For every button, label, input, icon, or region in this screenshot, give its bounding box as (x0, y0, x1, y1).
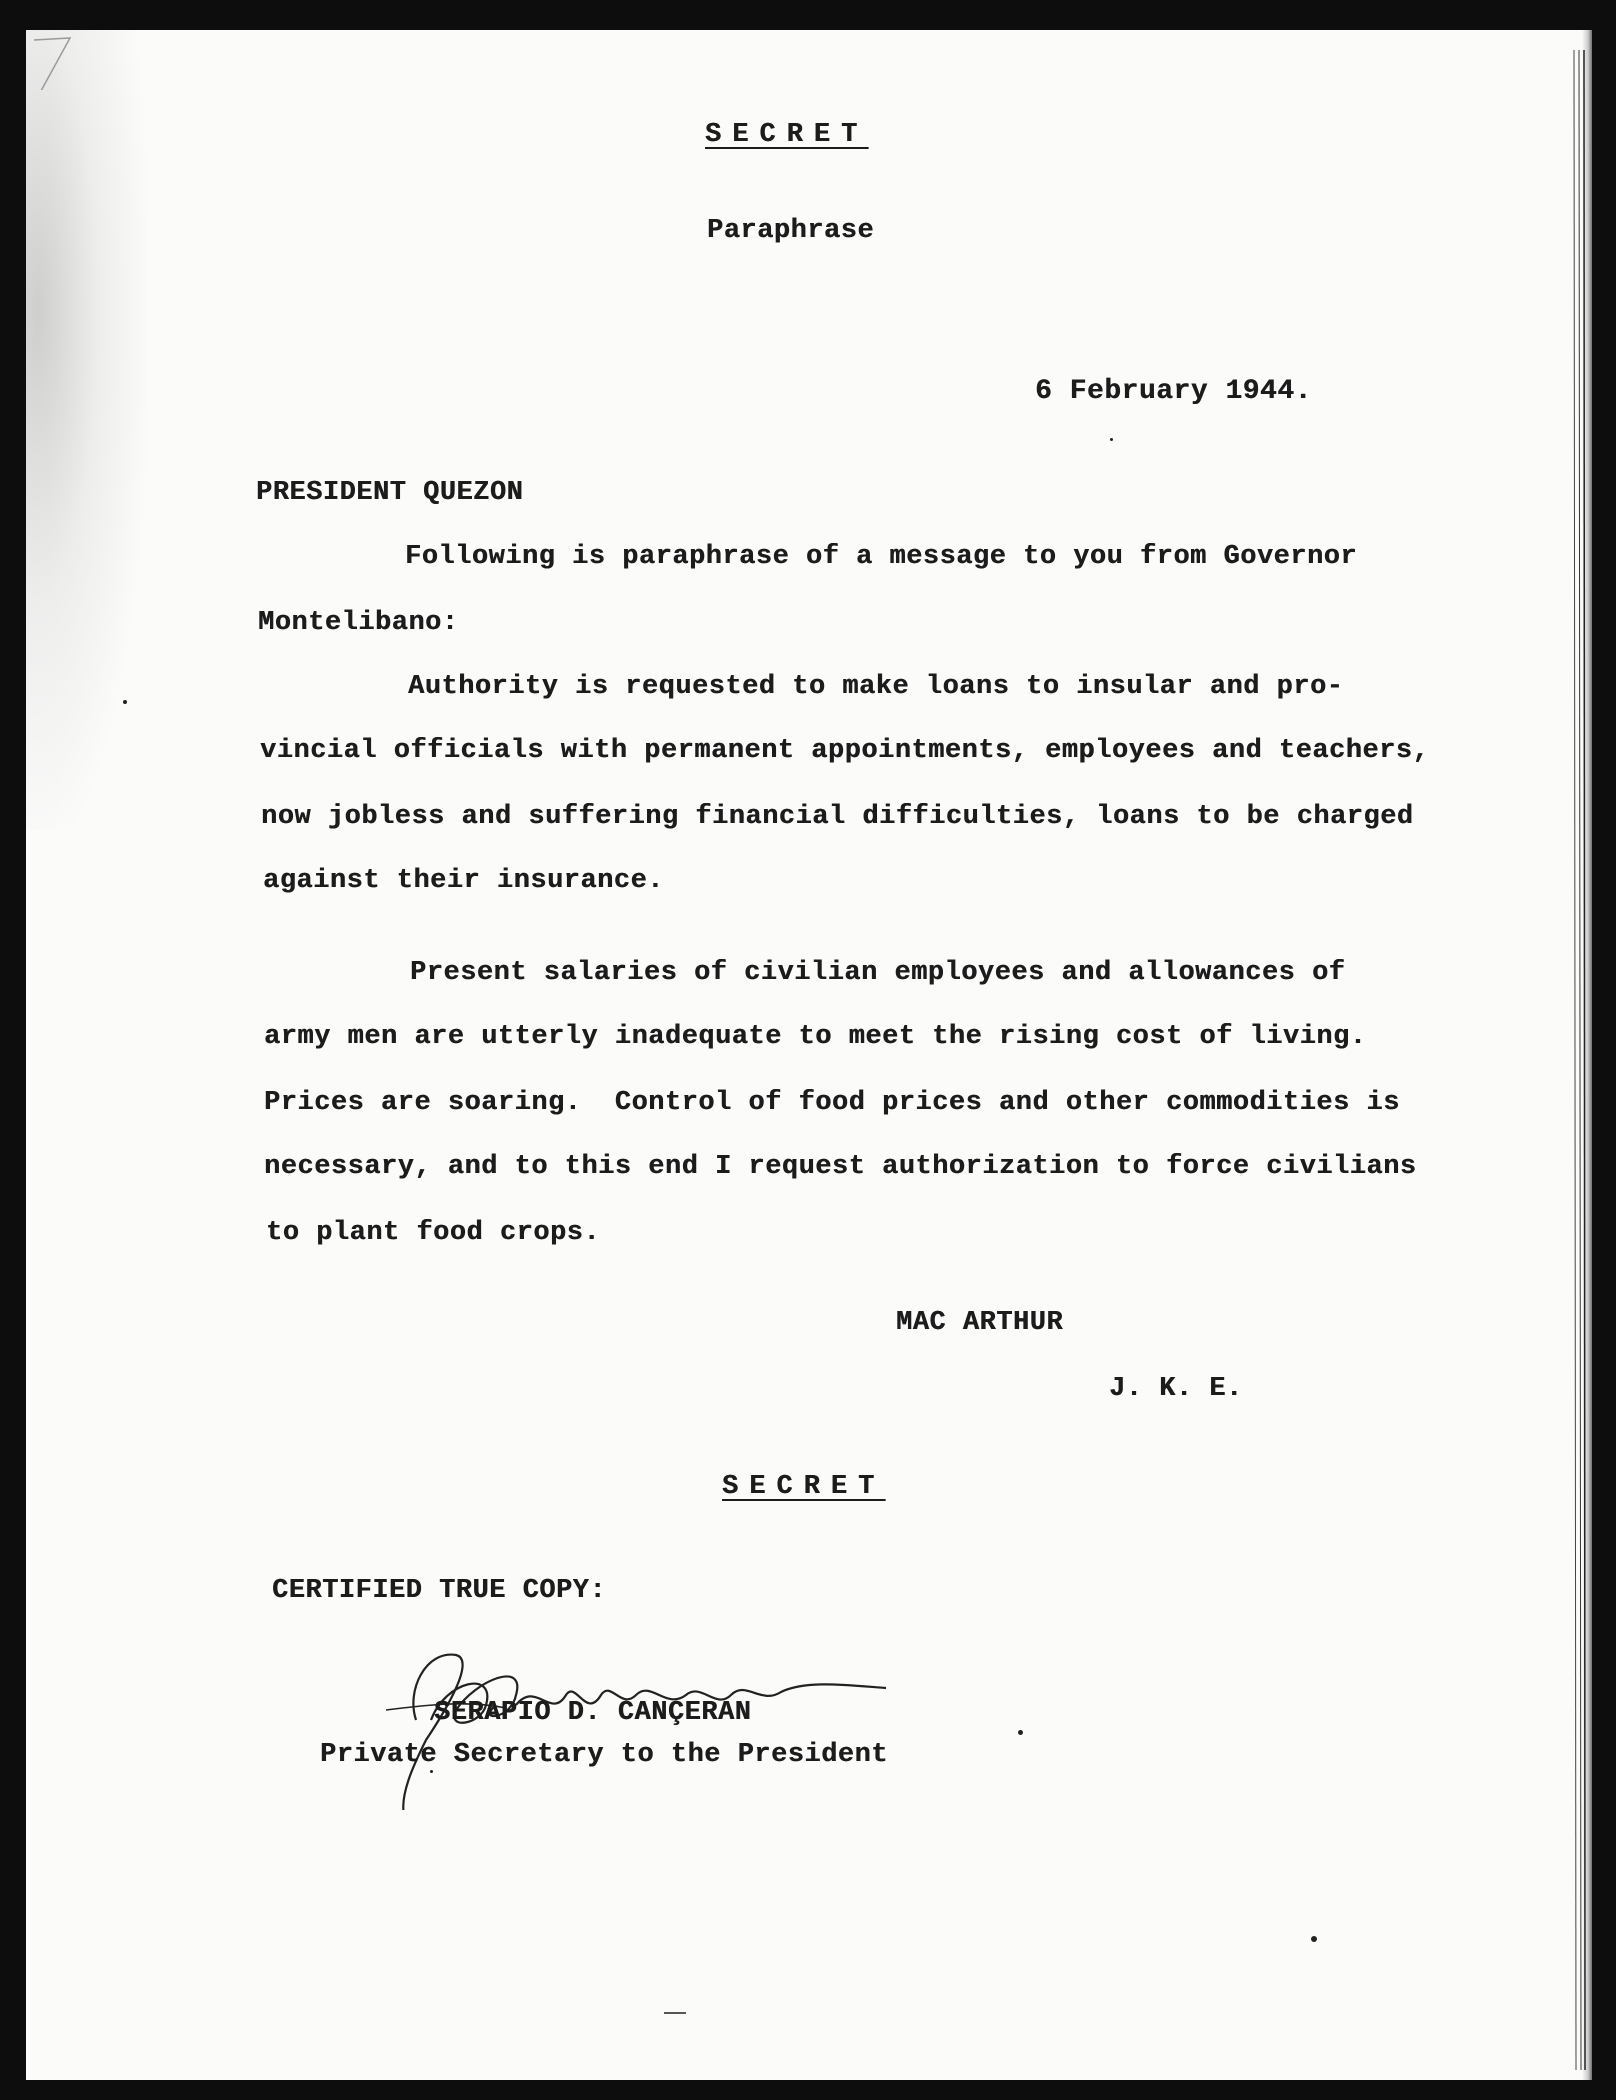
intro-line-1: Following is paraphrase of a message to you from Governor (405, 542, 1358, 572)
certifier-title: Private Secretary to the President (320, 1740, 888, 1770)
para1-line-4: against their insurance. (263, 866, 664, 896)
scan-speck (123, 700, 127, 704)
intro-line-2: Montelibano: (258, 608, 459, 638)
page-shadow (26, 30, 146, 830)
certification-label: CERTIFIED TRUE COPY: (272, 1576, 607, 1606)
scan-speck (1110, 438, 1113, 441)
typist-initials: J. K. E. (1109, 1374, 1243, 1404)
para2-line-5: to plant food crops. (266, 1218, 601, 1248)
para1-line-2: vincial officials with permanent appointments, employees and teachers, (260, 736, 1430, 766)
para2-line-4: necessary, and to this end I request authorization to force civilians (264, 1152, 1417, 1182)
para2-line-3: Prices are soaring. Control of food prices and other commodities is (264, 1088, 1400, 1118)
para1-line-3: now jobless and suffering financial difficulties, loans to be charged (261, 802, 1414, 832)
document-subtitle: Paraphrase (707, 216, 875, 246)
scan-speck (1018, 1730, 1023, 1735)
document-date: 6 February 1944. (1035, 376, 1312, 407)
para2-line-2: army men are utterly inadequate to meet the rising cost of living. (264, 1022, 1367, 1052)
scan-speck (1311, 1936, 1317, 1942)
scan-speck (430, 1770, 433, 1773)
document-page (26, 30, 1592, 2080)
certifier-name: SERAPIO D. CANÇERAN (434, 1698, 752, 1728)
para2-line-1: Present salaries of civilian employees and allowances of (410, 958, 1346, 988)
sender-name: MAC ARTHUR (896, 1308, 1064, 1338)
classification-top: SECRET (705, 120, 869, 150)
addressee: PRESIDENT QUEZON (256, 478, 524, 508)
corner-fold-mark (26, 30, 86, 90)
classification-bottom: SECRET (722, 1472, 886, 1502)
scan-speck (664, 2012, 686, 2014)
para1-line-1: Authority is requested to make loans to insular and pro- (408, 672, 1344, 702)
stacked-page-edges (1570, 50, 1592, 2070)
